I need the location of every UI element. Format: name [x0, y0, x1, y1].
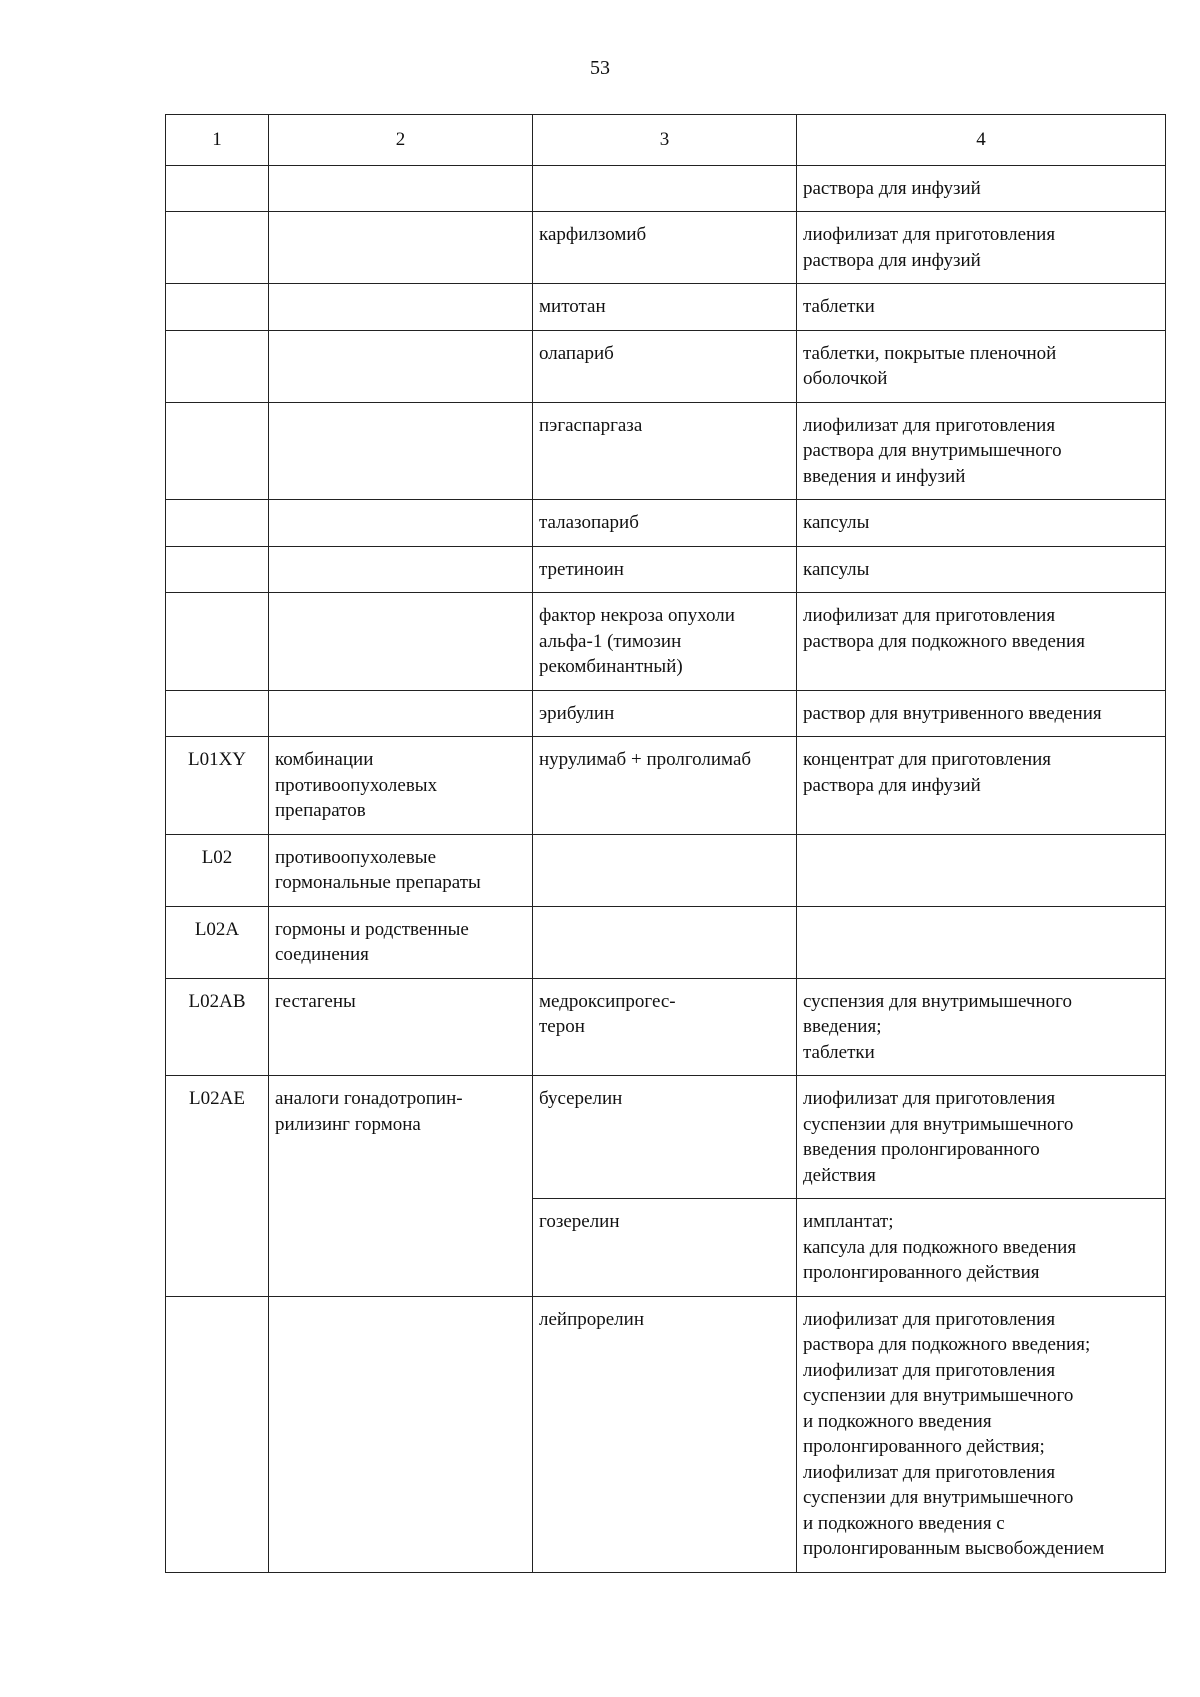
drug-name: медроксипрогес- терон [539, 990, 676, 1037]
dosage-form: раствор для внутривенного введения [803, 702, 1102, 724]
group-name: гормоны и родственные соединения [275, 918, 469, 965]
dosage-form: таблетки [803, 296, 875, 317]
drug-table [165, 114, 1166, 1573]
group-cell [269, 1296, 533, 1572]
form-cell [797, 546, 1166, 593]
atc-code: L02AB [188, 990, 246, 1012]
page-number: 53 [590, 57, 610, 79]
atc-code-cell [166, 593, 269, 691]
atc-code-cell [166, 330, 269, 402]
form-cell [797, 1296, 1166, 1572]
drug-name: бусерелин [539, 1088, 623, 1109]
table-row [166, 978, 1166, 1076]
atc-code-cell [166, 978, 269, 1076]
group-cell [269, 284, 533, 331]
dosage-form: концентрат для приготовления раствора для инфузий [803, 749, 1052, 796]
drug-cell [533, 212, 797, 284]
atc-code: L01XY [187, 749, 247, 770]
drug-name: талазопариб [539, 512, 639, 533]
group-cell [269, 546, 533, 593]
drug-cell [533, 906, 797, 978]
form-cell [797, 906, 1166, 978]
dosage-form: лиофилизат для приготовления раствора для подкожного введения; лиофилизат для приготовления суспензии для внутримышечного и подкожного введения пролонгированного действия; лиофилизат для приготовления суспензии для внутримышечного и подкожного введения с пролонгированным высвобождением [803, 1308, 1105, 1559]
drug-cell [533, 284, 797, 331]
group-cell [269, 165, 533, 212]
group-cell [269, 330, 533, 402]
form-cell [797, 1076, 1166, 1199]
dosage-form: капсулы [803, 512, 870, 533]
table-header-row [166, 115, 1166, 166]
form-cell [797, 330, 1166, 402]
group-cell [269, 978, 533, 1076]
drug-cell [533, 1076, 797, 1199]
group-cell [269, 593, 533, 691]
form-cell [797, 165, 1166, 212]
drug-cell [533, 402, 797, 500]
table-row [166, 593, 1166, 691]
drug-cell [533, 1199, 797, 1297]
table-row [166, 402, 1166, 500]
atc-code-cell [166, 500, 269, 547]
form-cell [797, 834, 1166, 906]
form-cell [797, 500, 1166, 547]
drug-cell [533, 593, 797, 691]
drug-name: пэгаспаргаза [539, 414, 643, 436]
drug-cell [533, 165, 797, 212]
atc-code-cell [166, 737, 269, 835]
form-cell [797, 284, 1166, 331]
atc-code: L02 [201, 846, 233, 868]
atc-code-cell [166, 690, 269, 737]
table-row [166, 737, 1166, 835]
atc-code-cell [166, 546, 269, 593]
drug-name: митотан [539, 296, 606, 317]
group-name: аналоги гонадотропин- рилизинг гормона [275, 1088, 463, 1135]
table-row [166, 1076, 1166, 1199]
drug-cell [533, 690, 797, 737]
table-row [166, 165, 1166, 212]
atc-code-cell [166, 1296, 269, 1572]
table-row [166, 1296, 1166, 1572]
column-header-4: 4 [797, 115, 1166, 166]
dosage-form: суспензия для внутримышечного введения; таблетки [803, 990, 1072, 1063]
form-cell [797, 402, 1166, 500]
group-cell [269, 212, 533, 284]
table-row [166, 284, 1166, 331]
atc-code: L02A [194, 918, 240, 940]
group-cell [269, 834, 533, 906]
drug-name: третиноин [539, 558, 624, 580]
dosage-form: лиофилизат для приготовления суспензии для внутримышечного введения пролонгированного действия [803, 1088, 1074, 1186]
group-cell [269, 402, 533, 500]
dosage-form: лиофилизат для приготовления раствора для подкожного введения [803, 605, 1085, 652]
atc-code-cell [166, 284, 269, 331]
column-header-3: 3 [533, 115, 797, 166]
table-row [166, 906, 1166, 978]
form-cell [797, 212, 1166, 284]
drug-cell [533, 1296, 797, 1572]
atc-code: L02AE [189, 1088, 245, 1109]
drug-name: карфилзомиб [539, 224, 647, 245]
drug-name: олапариб [539, 342, 614, 364]
drug-cell [533, 546, 797, 593]
table-row [166, 330, 1166, 402]
atc-code-cell [166, 212, 269, 284]
form-cell [797, 1199, 1166, 1297]
drug-name: лейпрорелин [539, 1308, 645, 1330]
dosage-form: капсулы [803, 558, 870, 580]
form-cell [797, 737, 1166, 835]
atc-code-cell [166, 906, 269, 978]
group-cell [269, 500, 533, 547]
drug-cell [533, 330, 797, 402]
atc-code-cell [166, 1076, 269, 1297]
column-header-1: 1 [166, 115, 269, 166]
form-cell [797, 690, 1166, 737]
drug-name: гозерелин [539, 1211, 620, 1232]
drug-cell [533, 834, 797, 906]
form-cell [797, 978, 1166, 1076]
drug-cell [533, 978, 797, 1076]
drug-name: фактор некроза опухоли альфа-1 (тимозин рекомбинантный) [539, 605, 735, 677]
dosage-form: таблетки, покрытые пленочной оболочкой [803, 342, 1057, 389]
dosage-form: лиофилизат для приготовления раствора для внутримышечного введения и инфузий [803, 414, 1062, 487]
atc-code-cell [166, 165, 269, 212]
form-cell [797, 593, 1166, 691]
group-cell [269, 737, 533, 835]
table-row [166, 690, 1166, 737]
group-name: гестагены [275, 990, 356, 1012]
group-cell [269, 1076, 533, 1297]
table-row [166, 500, 1166, 547]
column-header-2: 2 [269, 115, 533, 166]
atc-code-cell [166, 834, 269, 906]
atc-code-cell [166, 402, 269, 500]
dosage-form: раствора для инфузий [803, 177, 981, 199]
group-name: противоопухолевые гормональные препараты [275, 846, 481, 893]
drug-cell [533, 737, 797, 835]
dosage-form: имплантат; капсула для подкожного введения пролонгированного действия [803, 1211, 1077, 1283]
table-row [166, 212, 1166, 284]
group-cell [269, 690, 533, 737]
group-name: комбинации противоопухолевых препаратов [275, 749, 438, 821]
group-cell [269, 906, 533, 978]
drug-name: нурулимаб + пролголимаб [539, 749, 752, 770]
table-row [166, 834, 1166, 906]
table-row [166, 546, 1166, 593]
dosage-form: лиофилизат для приготовления раствора для инфузий [803, 224, 1056, 271]
drug-name: эрибулин [539, 702, 615, 724]
drug-cell [533, 500, 797, 547]
